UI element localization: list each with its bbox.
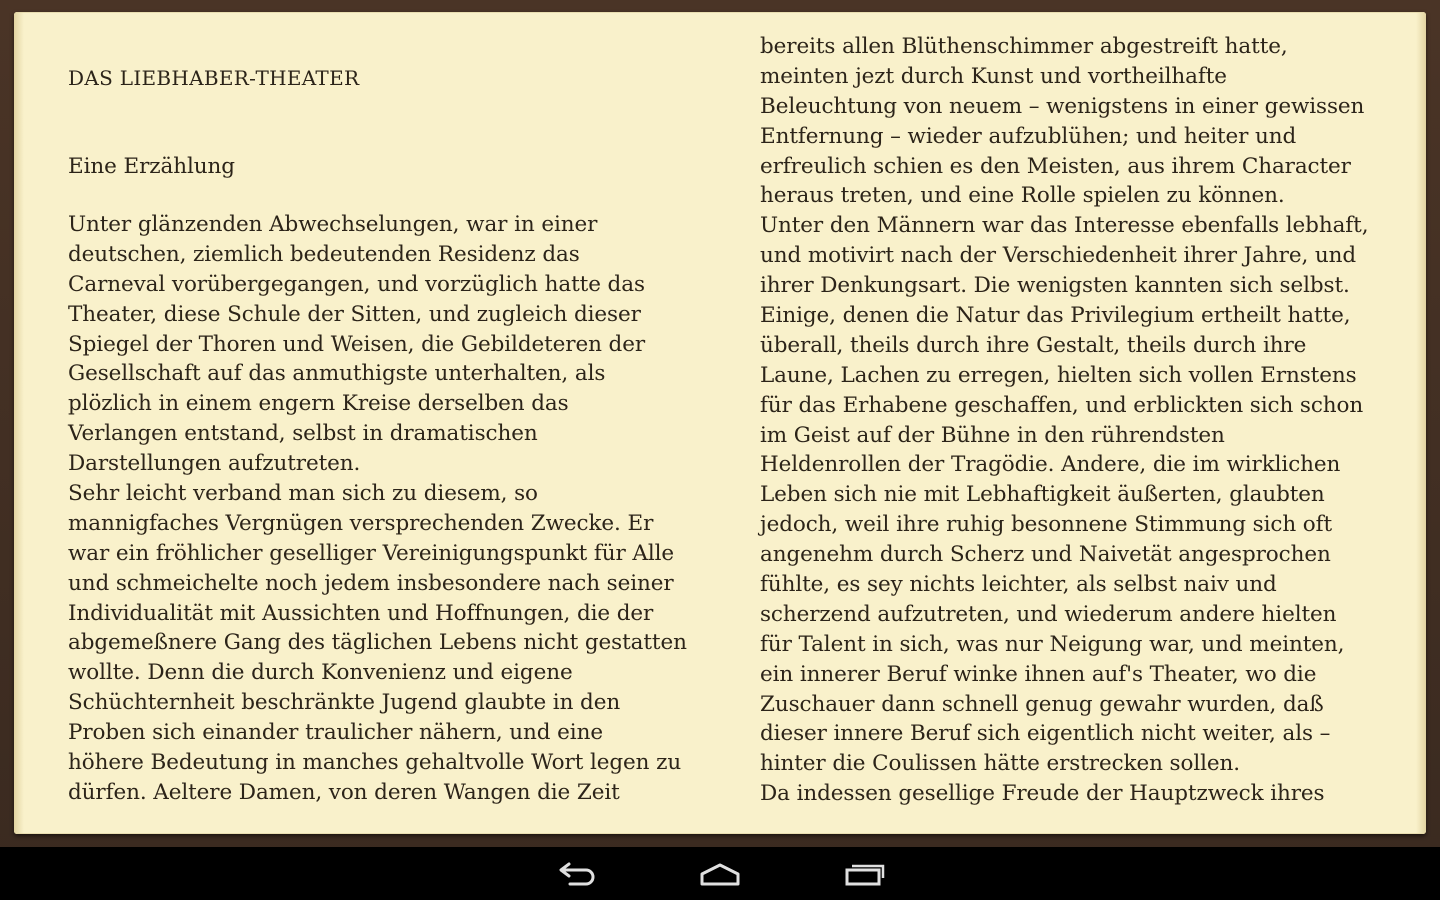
text-line: jedoch, weil ihre ruhig besonnene Stimmung sich oft: [760, 512, 1333, 538]
text-line: und motivirt nach der Verschiedenheit ihrer Jahre, und: [760, 243, 1357, 269]
text-line: für Talent in sich, was nur Neigung war, und meinten,: [760, 631, 1345, 657]
text-line: heraus treten, und eine Rolle spielen zu können.: [760, 183, 1285, 209]
text-line: Darstellungen aufzutreten.: [68, 451, 361, 477]
text-line: Carneval vorübergegangen, und vorzüglich hatte das: [68, 271, 645, 297]
text-line: Schüchternheit beschränkte Jugend glaubte in den: [68, 690, 621, 716]
text-line: Unter glänzenden Abwechselungen, war in einer: [68, 212, 598, 237]
text-line: Sehr leicht verband man sich zu diesem, so: [68, 481, 538, 507]
text-line: dieser innere Beruf sich eigentlich nicht weiter, als –: [760, 721, 1331, 747]
text-line: Gesellschaft auf das anmuthigste unterhalten, als: [68, 361, 606, 387]
text-line: Unter den Männern war das Interesse ebenfalls lebhaft,: [760, 213, 1369, 239]
system-navigation-bar: [0, 847, 1440, 900]
text-line: Da indessen gesellige Freude der Hauptzweck ihres: [760, 781, 1325, 807]
text-line: abgemeßnere Gang des täglichen Lebens nicht gestatten: [68, 630, 687, 656]
text-line: Zuschauer dann schnell genug gewahr wurden, daß: [760, 691, 1324, 717]
text-line: Proben sich einander traulicher nähern, und eine: [68, 720, 603, 746]
text-line: für das Erhabene geschaffen, und erblickten sich schon: [760, 392, 1364, 418]
text-line: Leben sich nie mit Lebhaftigkeit äußerten, glaubten: [760, 482, 1325, 508]
text-line: und schmeichelte noch jedem insbesondere nach seiner: [68, 570, 674, 596]
text-line: im Geist auf der Bühne in den rührendsten: [760, 422, 1225, 448]
text-line: wollte. Denn die durch Konvenienz und eigene: [68, 660, 573, 686]
right-page-text: [760, 32, 1368, 809]
text-line: mannigfaches Vergnügen versprechenden Zwecke. Er: [68, 510, 654, 536]
text-line: Verlangen entstand, selbst in dramatischen: [68, 421, 538, 447]
text-line: Einige, denen die Natur das Privilegium ertheilt hatte,: [760, 303, 1351, 329]
text-line: Entfernung – wieder aufzublühen; und heiter und: [760, 123, 1297, 149]
text-line: erfreulich schien es den Meisten, aus ihrem Character: [760, 153, 1351, 179]
text-line: dürfen. Aeltere Damen, von deren Wangen die Zeit: [68, 779, 620, 805]
book-spread[interactable]: [14, 12, 1426, 834]
chapter-subtitle: Eine Erzählung: [68, 154, 235, 179]
text-line: Theater, diese Schule der Sitten, und zugleich dieser: [68, 301, 641, 327]
text-line: bereits allen Blüthenschimmer abgestreift hatte,: [760, 34, 1288, 59]
chapter-title: DAS LIEBHABER-THEATER: [68, 66, 360, 90]
recent-apps-button[interactable]: [830, 857, 900, 891]
home-button[interactable]: [685, 857, 755, 891]
back-button[interactable]: [541, 857, 611, 891]
text-line: Individualität mit Aussichten und Hoffnungen, die der: [68, 600, 654, 626]
text-line: angenehm durch Scherz und Naivetät angesprochen: [760, 542, 1331, 568]
text-line: war ein fröhlicher geselliger Vereinigungspunkt für Alle: [68, 540, 674, 566]
text-line: Laune, Lachen zu erregen, hielten sich vollen Ernstens: [760, 362, 1357, 388]
text-line: höhere Bedeutung in manches gehaltvolle Wort legen zu: [68, 750, 682, 776]
text-line: hinter die Coulissen hätte erstrecken sollen.: [760, 751, 1240, 777]
text-line: Beleuchtung von neuem – wenigstens in einer gewissen: [760, 93, 1365, 119]
text-line: deutschen, ziemlich bedeutenden Residenz das: [68, 241, 580, 267]
recent-apps-icon: [844, 861, 886, 887]
left-page[interactable]: [68, 12, 708, 834]
text-line: ihrer Denkungsart. Die wenigsten kannten sich selbst.: [760, 273, 1350, 299]
home-icon: [699, 862, 741, 886]
text-line: fühlte, es sey nichts leichter, als selbst naiv und: [760, 572, 1277, 598]
text-line: Heldenrollen der Tragödie. Andere, die im wirklichen: [760, 452, 1341, 478]
right-page[interactable]: [760, 12, 1400, 834]
text-line: ein innerer Beruf winke ihnen auf's Theater, wo die: [760, 661, 1317, 687]
text-line: überall, theils durch ihre Gestalt, theils durch ihre: [760, 332, 1307, 358]
text-line: plözlich in einem engern Kreise derselben das: [68, 391, 569, 417]
back-icon: [556, 861, 596, 887]
text-line: Spiegel der Thoren und Weisen, die Gebildeteren der: [68, 331, 646, 357]
left-page-text: [68, 210, 687, 808]
text-line: meinten jezt durch Kunst und vortheilhafte: [760, 63, 1227, 89]
text-line: scherzend aufzutreten, und wiederum andere hielten: [760, 601, 1337, 627]
